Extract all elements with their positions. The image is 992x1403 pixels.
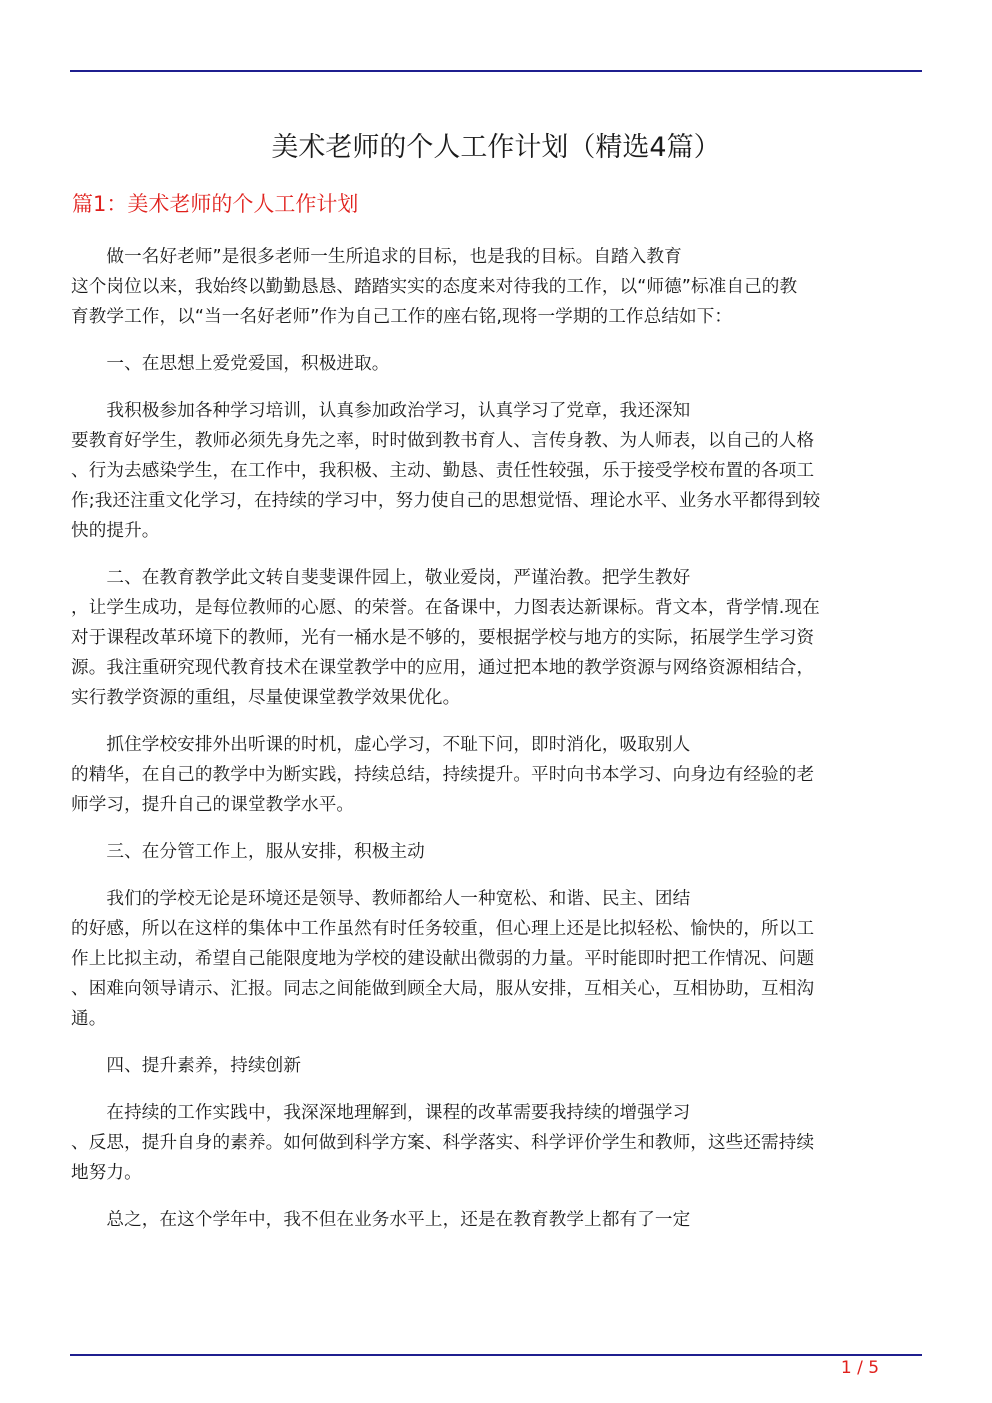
- header-rule: [70, 70, 922, 72]
- paragraph-line: 源。我注重研究现代教育技术在课堂教学中的应用，通过把本地的教学资源与网络资源相结合，: [71, 658, 815, 678]
- page-indicator: 1 / 5: [840, 1358, 880, 1378]
- paragraph-line: 一、在思想上爱党爱国，积极进取。: [71, 354, 390, 374]
- paragraph: [71, 884, 921, 1034]
- paragraph-line: 总之，在这个学年中，我不但在业务水平上，还是在教育教学上都有了一定: [71, 1210, 691, 1230]
- paragraph: [71, 349, 921, 379]
- paragraph: [71, 242, 921, 332]
- paragraph: [71, 1098, 921, 1188]
- paragraph-line: 作;我还注重文化学习，在持续的学习中，努力使自己的思想觉悟、理论水平、业务水平都得到较: [71, 491, 821, 511]
- paragraph-line: 做一名好老师”是很多老师一生所追求的目标，也是我的目标。自踏入教育: [71, 247, 682, 267]
- paragraph-line: 要教育好学生，教师必须先身先之率，时时做到教书育人、言传身教、为人师表，以自己的人格: [71, 431, 815, 451]
- paragraph-line: 三、在分管工作上，服从安排，积极主动: [71, 842, 425, 862]
- paragraph-line: 地努力。: [71, 1163, 142, 1183]
- paragraph-line: 、行为去感染学生，在工作中，我积极、主动、勤恳、责任性较强，乐于接受学校布置的各项工: [71, 461, 815, 481]
- paragraph-line: 四、提升素养，持续创新: [71, 1056, 302, 1076]
- paragraph-line: 、反思，提升自身的素养。如何做到科学方案、科学落实、科学评价学生和教师，这些还需持续: [71, 1133, 815, 1153]
- paragraph-line: 的精华，在自己的教学中为断实践，持续总结，持续提升。平时向书本学习、向身边有经验的老: [71, 765, 815, 785]
- paragraph-line: 、困难向领导请示、汇报。同志之间能做到顾全大局，服从安排，互相关心，互相协助，互相沟: [71, 979, 815, 999]
- footer-rule: [70, 1354, 922, 1356]
- paragraph: [71, 396, 921, 546]
- paragraph-line: 在持续的工作实践中，我深深地理解到，课程的改革需要我持续的增强学习: [71, 1103, 691, 1123]
- document-body: [71, 242, 921, 1252]
- section-heading: 篇1：美术老师的个人工作计划: [72, 192, 359, 216]
- paragraph-line: 师学习，提升自己的课堂教学水平。: [71, 795, 355, 815]
- paragraph: [71, 837, 921, 867]
- document-title: 美术老师的个人工作计划（精选4篇）: [271, 132, 721, 163]
- paragraph-line: 作上比拟主动，希望自己能限度地为学校的建设献出微弱的力量。平时能即时把工作情况、问题: [71, 949, 815, 969]
- paragraph-line: 通。: [71, 1009, 107, 1029]
- paragraph-line: 这个岗位以来，我始终以勤勤恳恳、踏踏实实的态度来对待我的工作，以“师德”标准自己的教: [71, 277, 798, 297]
- paragraph-line: 我们的学校无论是环境还是领导、教师都给人一种宽松、和谐、民主、团结: [71, 889, 691, 909]
- paragraph-line: 育教学工作，以“当一名好老师”作为自己工作的座右铭,现将一学期的工作总结如下：: [71, 307, 733, 327]
- paragraph: [71, 1205, 921, 1235]
- paragraph-line: ，让学生成功，是每位教师的心愿、的荣誉。在备课中，力图表达新课标。背文本，背学情.现在: [71, 598, 820, 618]
- paragraph-line: 的好感，所以在这样的集体中工作虽然有时任务较重，但心理上还是比拟轻松、愉快的，所以工: [71, 919, 815, 939]
- paragraph-line: 对于课程改革环境下的教师，光有一桶水是不够的，要根据学校与地方的实际，拓展学生学习资: [71, 628, 815, 648]
- paragraph: [71, 1051, 921, 1081]
- paragraph-line: 抓住学校安排外出听课的时机，虚心学习，不耻下问，即时消化，吸取别人: [71, 735, 691, 755]
- paragraph-line: 二、在教育教学此文转自斐斐课件园上，敬业爱岗，严谨治教。把学生教好: [71, 568, 691, 588]
- paragraph-line: 实行教学资源的重组，尽量使课堂教学效果优化。: [71, 688, 461, 708]
- paragraph: [71, 730, 921, 820]
- paragraph-line: 快的提升。: [71, 521, 160, 541]
- paragraph: [71, 563, 921, 713]
- paragraph-line: 我积极参加各种学习培训，认真参加政治学习，认真学习了党章，我还深知: [71, 401, 691, 421]
